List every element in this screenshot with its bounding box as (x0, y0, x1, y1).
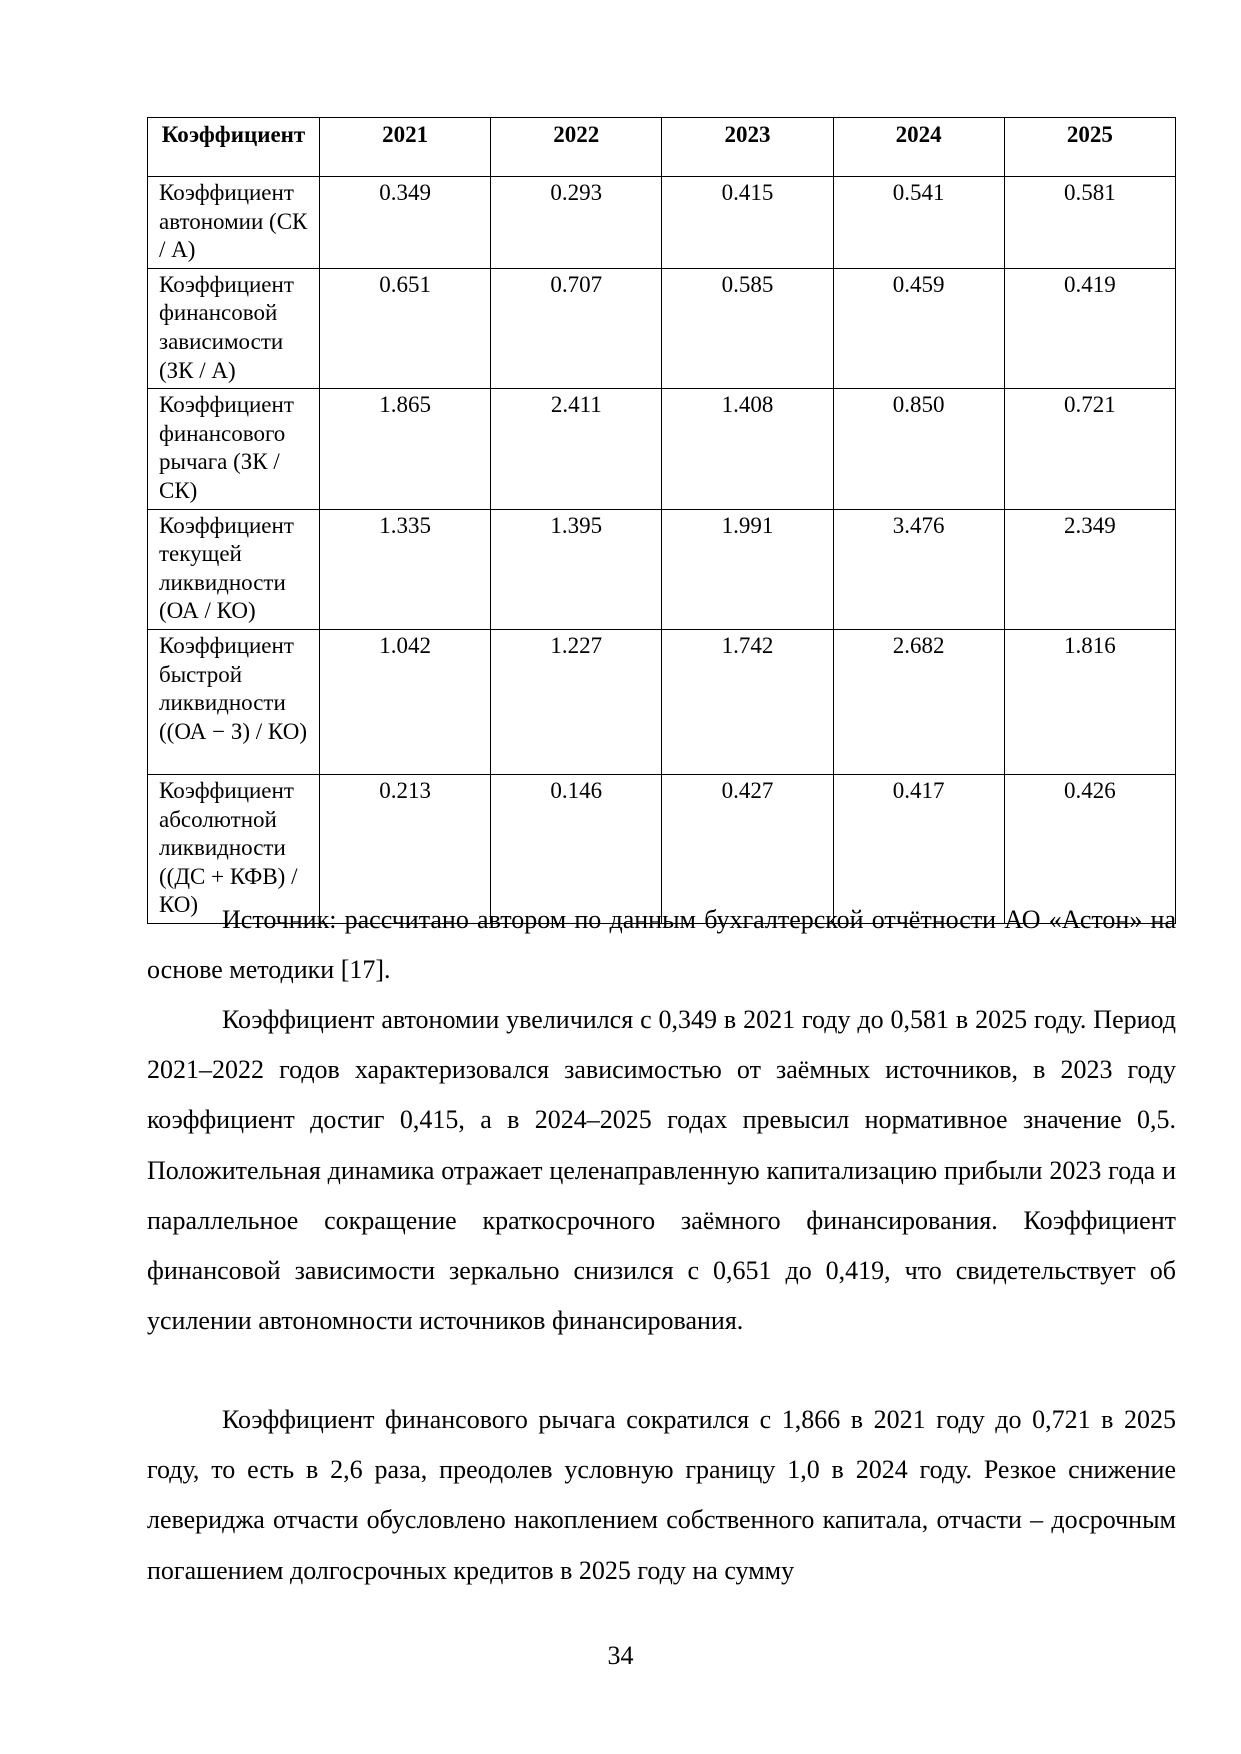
value-cell: 1.991 (662, 509, 833, 629)
value-cell: 2.411 (491, 389, 662, 509)
value-cell: 0.427 (662, 774, 833, 923)
table-row (148, 629, 1176, 774)
header-cell: 2023 (662, 118, 833, 177)
value-cell: 0.585 (662, 268, 833, 388)
value-cell: 1.335 (320, 509, 491, 629)
header-cell: 2025 (1004, 118, 1175, 177)
value-cell: 0.415 (662, 177, 833, 269)
value-cell: 0.541 (833, 177, 1004, 269)
value-cell: 0.213 (320, 774, 491, 923)
row-label: Коэффициент быстрой ликвидности ((ОА − З) / КО) (148, 629, 320, 774)
row-label: Коэффициент финансового рычага (ЗК / СК) (148, 389, 320, 509)
body-paragraph: Коэффициент финансового рычага сократился с 1,866 в 2021 году до 0,721 в 2025 году, то есть в 2,6 раза, преодолев условную границу 1,0 в 2024 году. Резкое снижение левериджа отчасти обусловлено накоплением собственного капитала, отчасти – досрочным погашением долгосрочных кредитов в 2025 году на сумму (147, 1405, 1176, 1585)
ratios-table (147, 117, 1176, 924)
header-cell: 2022 (491, 118, 662, 177)
header-cell: Коэффициент (148, 118, 320, 177)
value-cell: 0.707 (491, 268, 662, 388)
table-source-note-block (147, 895, 1176, 995)
table-row (148, 177, 1176, 269)
value-cell: 0.651 (320, 268, 491, 388)
row-label: Коэффициент финансовой зависимости (ЗК / А) (148, 268, 320, 388)
body-paragraph-block-1 (147, 995, 1176, 1346)
header-cell: 2021 (320, 118, 491, 177)
table-row (148, 509, 1176, 629)
body-paragraph-block-2 (147, 1395, 1176, 1596)
value-cell: 1.042 (320, 629, 491, 774)
table-source-note: Источник: рассчитано автором по данным бухгалтерской отчётности АО «Астон» на основе методики [17]. (147, 905, 1176, 985)
value-cell: 1.742 (662, 629, 833, 774)
value-cell: 3.476 (833, 509, 1004, 629)
value-cell: 0.459 (833, 268, 1004, 388)
value-cell: 0.426 (1004, 774, 1175, 923)
value-cell: 0.850 (833, 389, 1004, 509)
row-label: Коэффициент автономии (СК / А) (148, 177, 320, 269)
value-cell: 0.419 (1004, 268, 1175, 388)
value-cell: 0.293 (491, 177, 662, 269)
value-cell: 0.721 (1004, 389, 1175, 509)
table-row (148, 389, 1176, 509)
value-cell: 1.865 (320, 389, 491, 509)
row-label: Коэффициент текущей ликвидности (ОА / КО) (148, 509, 320, 629)
header-cell: 2024 (833, 118, 1004, 177)
value-cell: 1.816 (1004, 629, 1175, 774)
row-label: Коэффициент абсолютной ликвидности ((ДС + КФВ) / КО) (148, 774, 320, 923)
value-cell: 0.581 (1004, 177, 1175, 269)
value-cell: 0.349 (320, 177, 491, 269)
table-row (148, 268, 1176, 388)
page-number: 34 (607, 1641, 634, 1670)
value-cell: 0.417 (833, 774, 1004, 923)
value-cell: 1.408 (662, 389, 833, 509)
table-header-row (148, 118, 1176, 177)
value-cell: 1.227 (491, 629, 662, 774)
value-cell: 0.146 (491, 774, 662, 923)
value-cell: 1.395 (491, 509, 662, 629)
value-cell: 2.349 (1004, 509, 1175, 629)
body-paragraph: Коэффициент автономии увеличился с 0,349 в 2021 году до 0,581 в 2025 году. Период 2021–2022 годов характеризовался зависимостью от заёмных источников, в 2023 году коэффициент достиг 0,415, а в 2024–2025 годах превысил нормативное значение 0,5. Положительная динамика отражает целенаправленную капитализацию прибыли 2023 года и параллельное сокращение краткосрочного заёмного финансирования. Коэффициент финансовой зависимости зеркально снизился с 0,651 до 0,419, что свидетельствует об усилении автономности источников финансирования. (147, 1005, 1176, 1336)
value-cell: 2.682 (833, 629, 1004, 774)
